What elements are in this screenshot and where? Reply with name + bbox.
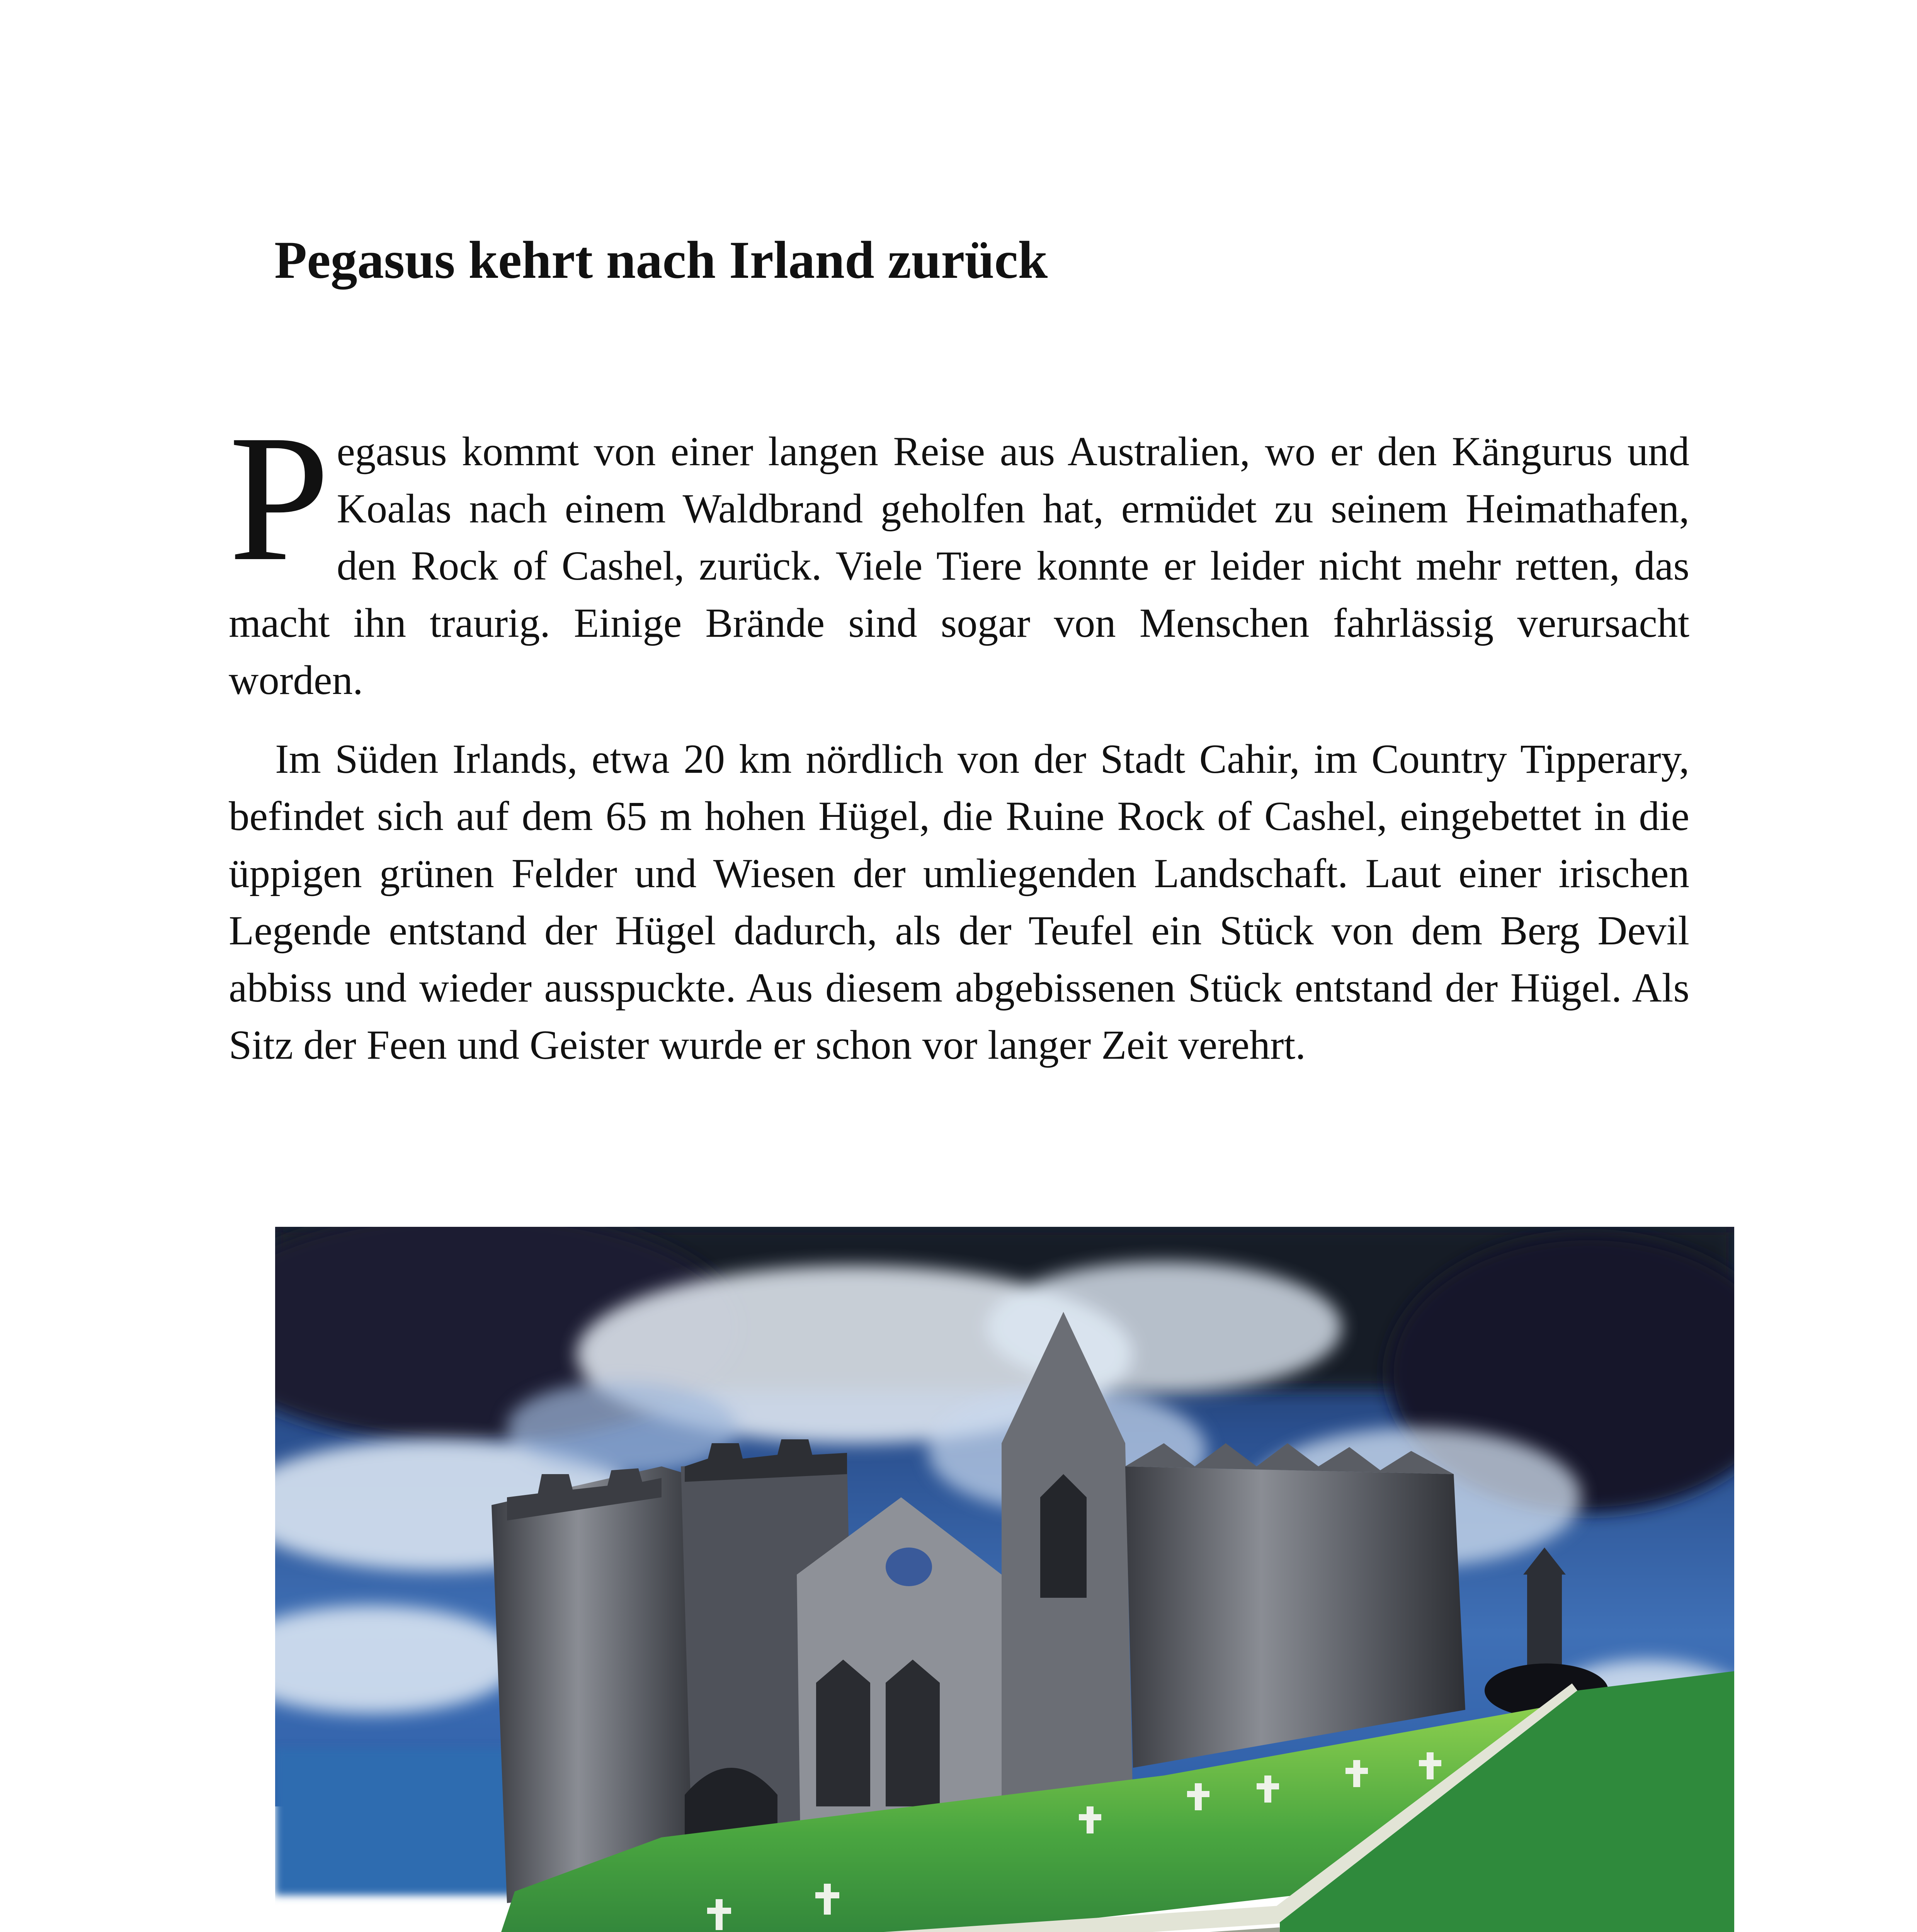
painting-canvas	[275, 1227, 1734, 1932]
rock-of-cashel-painting	[275, 1227, 1734, 1932]
paragraph-intro	[229, 397, 1689, 709]
chapter-title: Pegasus kehrt nach Irland zurück	[274, 230, 1048, 289]
body-text	[229, 397, 1689, 1074]
drop-cap-initial: P	[229, 397, 330, 599]
paragraph-intro-text: egasus kommt von einer langen Reise aus Australien, wo er den Kängurus und Koalas nach einem Waldbrand geholfen hat, ermüdet zu seinem Heimathafen, den Rock of Cashel, zurück. Viele Tiere konnte er leider nicht mehr retten, das macht ihn traurig. Einige Brände sind sogar von Menschen fahrlässig verursacht worden.	[229, 429, 1689, 703]
paragraph-rock-of-cashel: Im Süden Irlands, etwa 20 km nördlich von der Stadt Cahir, im Country Tipperary, befindet sich auf dem 65 m hohen Hügel, die Ruine Rock of Cashel, eingebettet in die üppigen grünen Felder und Wiesen der umliegenden Landschaft. Laut einer irischen Legende entstand der Hügel dadurch, als der Teufel ein Stück von dem Berg Devil abbiss und wieder ausspuckte. Aus diesem abgebissenen Stück entstand der Hügel. Als Sitz der Feen und Geister wurde er schon vor langer Zeit verehrt.	[229, 736, 1689, 1068]
